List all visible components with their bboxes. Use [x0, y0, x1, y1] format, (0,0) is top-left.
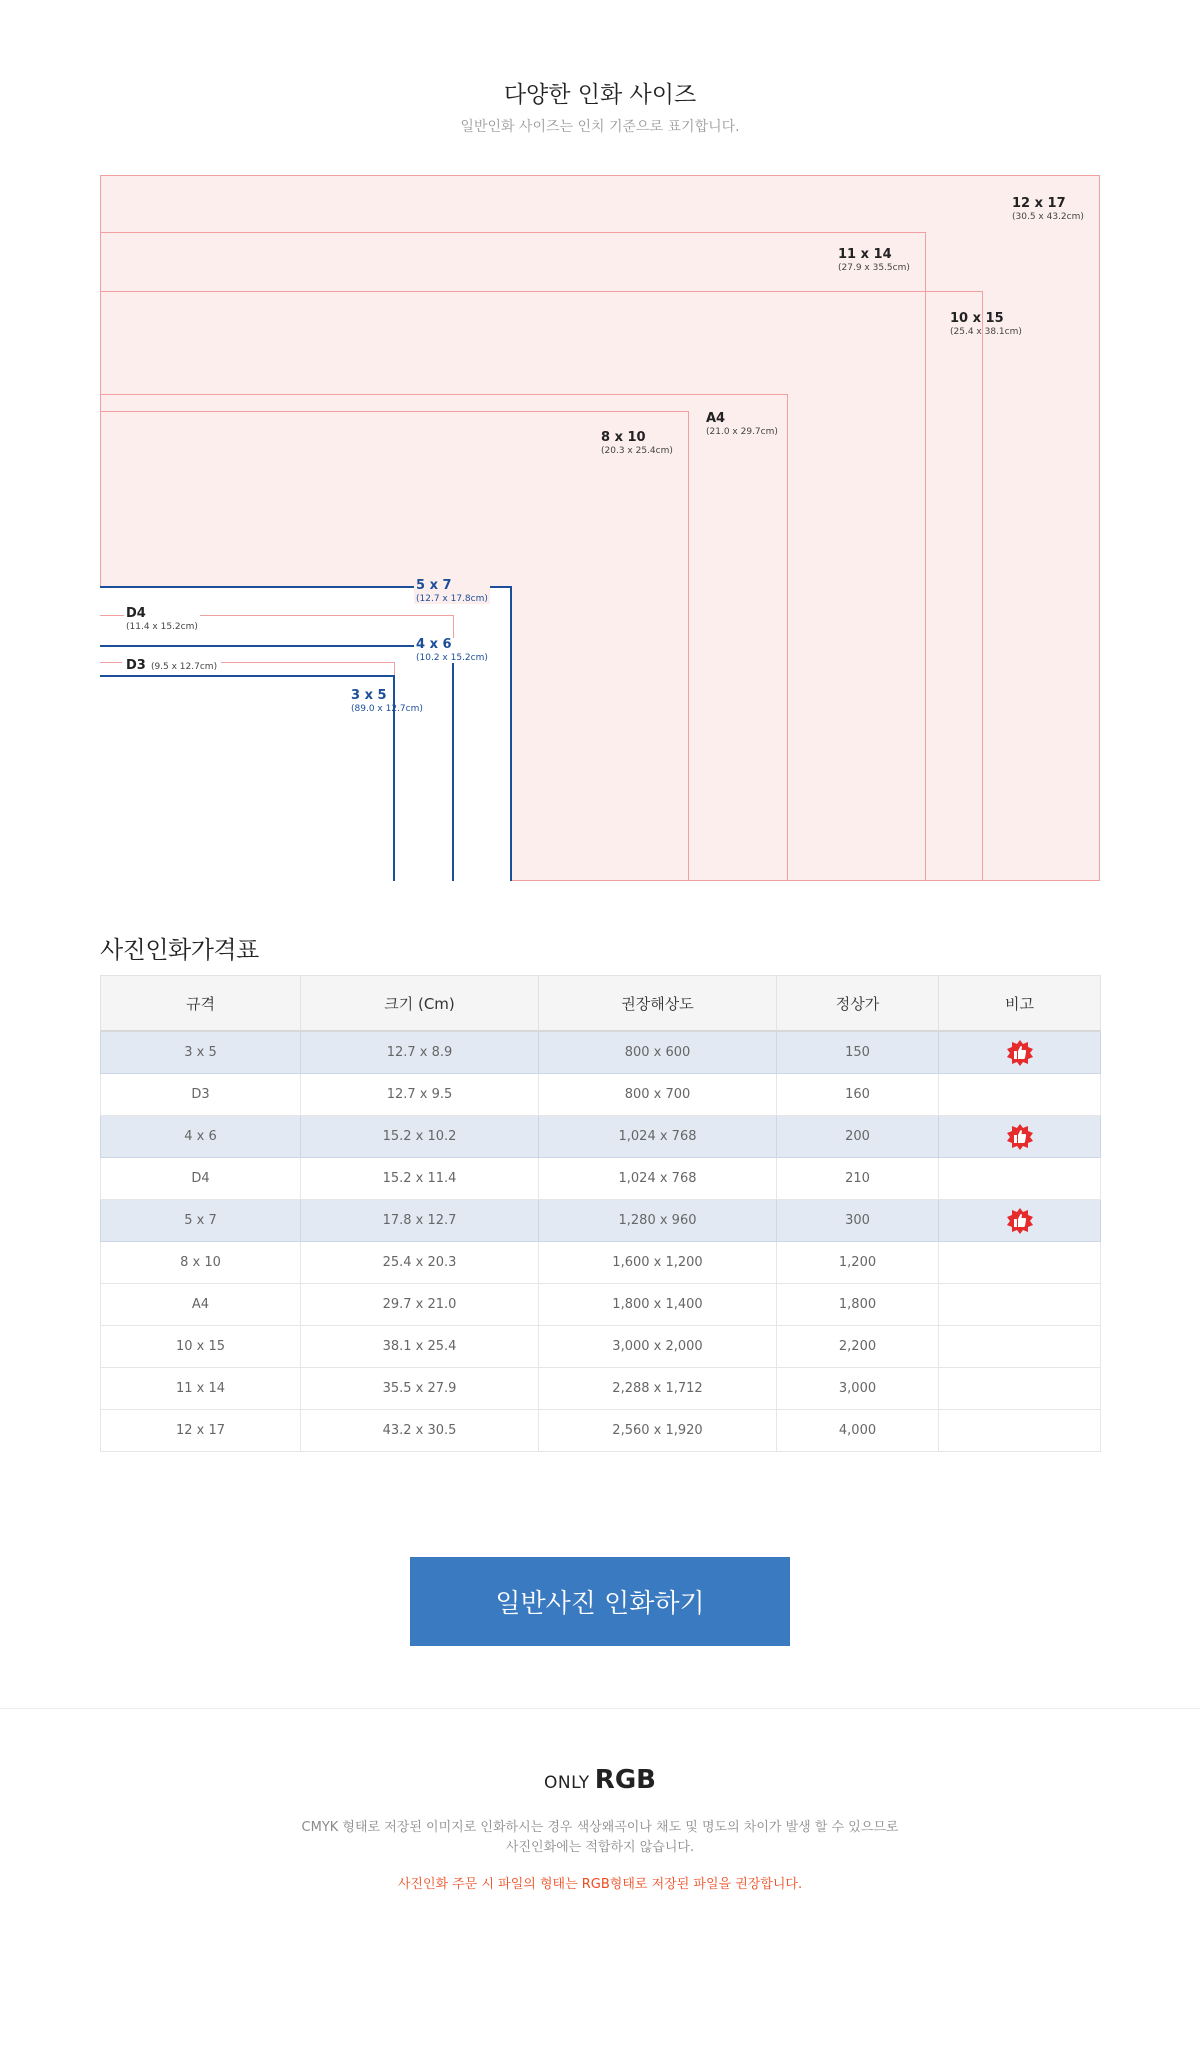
cell-note: [939, 1410, 1101, 1452]
cell-resolution: 1,800 x 1,400: [539, 1284, 777, 1326]
size-label-3x5: [351, 689, 423, 714]
size-name: 11 x 14: [838, 247, 892, 262]
cmyk-notice: [0, 1818, 1200, 1858]
size-label-10x15: [950, 312, 1022, 337]
column-header-resolution: 권장해상도: [539, 976, 777, 1032]
cell-spec: 10 x 15: [101, 1326, 301, 1368]
cell-note: [939, 1074, 1101, 1116]
cell-size: 15.2 x 11.4: [301, 1158, 539, 1200]
size-name: 8 x 10: [601, 430, 646, 445]
cmyk-notice-line1: CMYK 형태로 저장된 이미지로 인화하시는 경우 색상왜곡이나 채도 및 명도의 차이가 발생 할 수 있으므로: [301, 1820, 899, 1835]
size-label-a4: [706, 412, 778, 437]
table-row: [101, 1116, 1101, 1158]
cell-note: [939, 1158, 1101, 1200]
cell-resolution: 1,280 x 960: [539, 1200, 777, 1242]
cell-size: 35.5 x 27.9: [301, 1368, 539, 1410]
cell-note: [939, 1200, 1101, 1242]
size-dims: (30.5 x 43.2cm): [1012, 211, 1084, 222]
cell-spec: 8 x 10: [101, 1242, 301, 1284]
size-label-d3: [122, 655, 221, 674]
cell-size: 43.2 x 30.5: [301, 1410, 539, 1452]
size-name: 10 x 15: [950, 311, 1004, 326]
cell-spec: 3 x 5: [101, 1031, 301, 1074]
size-name: D4: [126, 606, 146, 621]
size-dims: (10.2 x 15.2cm): [416, 652, 488, 663]
size-label-5x7: [414, 579, 490, 604]
thumbs-up-icon: [1006, 1207, 1034, 1235]
only-text: ONLY: [544, 1773, 590, 1793]
cmyk-notice-line2: 사진인화에는 적합하지 않습니다.: [505, 1840, 695, 1856]
cell-spec: A4: [101, 1284, 301, 1326]
cell-note: [939, 1284, 1101, 1326]
page-title: 다양한 인화 사이즈: [503, 82, 697, 108]
price-table: [100, 975, 1101, 1452]
size-diagram: [100, 175, 1100, 881]
cell-resolution: 3,000 x 2,000: [539, 1326, 777, 1368]
label-tick: [100, 615, 118, 616]
cell-resolution: 2,288 x 1,712: [539, 1368, 777, 1410]
cell-price: 2,200: [777, 1326, 939, 1368]
table-row: [101, 1200, 1101, 1242]
cell-resolution: 1,024 x 768: [539, 1158, 777, 1200]
size-label-12x17: [1012, 197, 1084, 222]
page-subtitle: 일반인화 사이즈는 인치 기준으로 표기합니다.: [460, 119, 740, 135]
size-dims: (11.4 x 15.2cm): [126, 621, 198, 632]
size-name: 4 x 6: [416, 637, 452, 652]
cell-price: 4,000: [777, 1410, 939, 1452]
cell-spec: D4: [101, 1158, 301, 1200]
size-dims: (20.3 x 25.4cm): [601, 445, 673, 456]
thumbs-up-icon: [1006, 1123, 1034, 1151]
rgb-warning: 사진인화 주문 시 파일의 형태는 RGB형태로 저장된 파일을 권장합니다.: [397, 1877, 803, 1892]
size-name: 12 x 17: [1012, 196, 1066, 211]
cell-resolution: 800 x 700: [539, 1074, 777, 1116]
cell-note: [939, 1326, 1101, 1368]
table-row: [101, 1242, 1101, 1284]
size-label-8x10: [601, 431, 673, 456]
rgb-text: RGB: [594, 1765, 656, 1795]
cell-note: [939, 1116, 1101, 1158]
table-row: [101, 1074, 1101, 1116]
size-label-4x6: [414, 638, 490, 663]
cell-spec: 11 x 14: [101, 1368, 301, 1410]
size-dims: (25.4 x 38.1cm): [950, 326, 1022, 337]
table-row: [101, 1368, 1101, 1410]
size-name: D3: [126, 658, 146, 673]
order-print-button[interactable]: 일반사진 인화하기: [410, 1557, 790, 1646]
cell-size: 29.7 x 21.0: [301, 1284, 539, 1326]
cell-price: 3,000: [777, 1368, 939, 1410]
cell-price: 160: [777, 1074, 939, 1116]
cell-price: 1,200: [777, 1242, 939, 1284]
table-row: [101, 1031, 1101, 1074]
column-header-size: 크기 (Cm): [301, 976, 539, 1032]
only-rgb-heading: [0, 1765, 1200, 1795]
cell-price: 200: [777, 1116, 939, 1158]
size-name: 5 x 7: [416, 578, 452, 593]
cell-resolution: 1,024 x 768: [539, 1116, 777, 1158]
cell-spec: D3: [101, 1074, 301, 1116]
section-divider: [0, 1708, 1200, 1709]
size-dims: (12.7 x 17.8cm): [416, 593, 488, 604]
table-row: [101, 1158, 1101, 1200]
size-dims: (89.0 x 12.7cm): [351, 703, 423, 714]
size-dims: (27.9 x 35.5cm): [838, 262, 910, 273]
cell-price: 1,800: [777, 1284, 939, 1326]
cell-spec: 4 x 6: [101, 1116, 301, 1158]
column-header-price: 정상가: [777, 976, 939, 1032]
cell-size: 25.4 x 20.3: [301, 1242, 539, 1284]
size-name: A4: [706, 411, 726, 426]
size-name: 3 x 5: [351, 688, 387, 703]
size-label-d4: [124, 607, 200, 632]
table-row: [101, 1284, 1101, 1326]
cell-price: 150: [777, 1031, 939, 1074]
table-header-row: [101, 976, 1101, 1032]
size-dims: (21.0 x 29.7cm): [706, 426, 778, 437]
cell-resolution: 1,600 x 1,200: [539, 1242, 777, 1284]
cell-spec: 5 x 7: [101, 1200, 301, 1242]
cell-size: 12.7 x 9.5: [301, 1074, 539, 1116]
cell-note: [939, 1242, 1101, 1284]
cell-note: [939, 1031, 1101, 1074]
cell-note: [939, 1368, 1101, 1410]
cell-resolution: 800 x 600: [539, 1031, 777, 1074]
cell-size: 17.8 x 12.7: [301, 1200, 539, 1242]
cell-price: 300: [777, 1200, 939, 1242]
cell-size: 12.7 x 8.9: [301, 1031, 539, 1074]
table-row: [101, 1326, 1101, 1368]
column-header-spec: 규격: [101, 976, 301, 1032]
cell-price: 210: [777, 1158, 939, 1200]
size-dims: (9.5 x 12.7cm): [150, 662, 218, 672]
thumbs-up-icon: [1006, 1039, 1034, 1067]
size-label-11x14: [838, 248, 910, 273]
label-tick: [100, 662, 105, 663]
table-row: [101, 1410, 1101, 1452]
cell-size: 15.2 x 10.2: [301, 1116, 539, 1158]
cell-spec: 12 x 17: [101, 1410, 301, 1452]
column-header-note: 비고: [939, 976, 1101, 1032]
cell-resolution: 2,560 x 1,920: [539, 1410, 777, 1452]
cell-size: 38.1 x 25.4: [301, 1326, 539, 1368]
price-table-title: 사진인화가격표: [100, 936, 259, 964]
